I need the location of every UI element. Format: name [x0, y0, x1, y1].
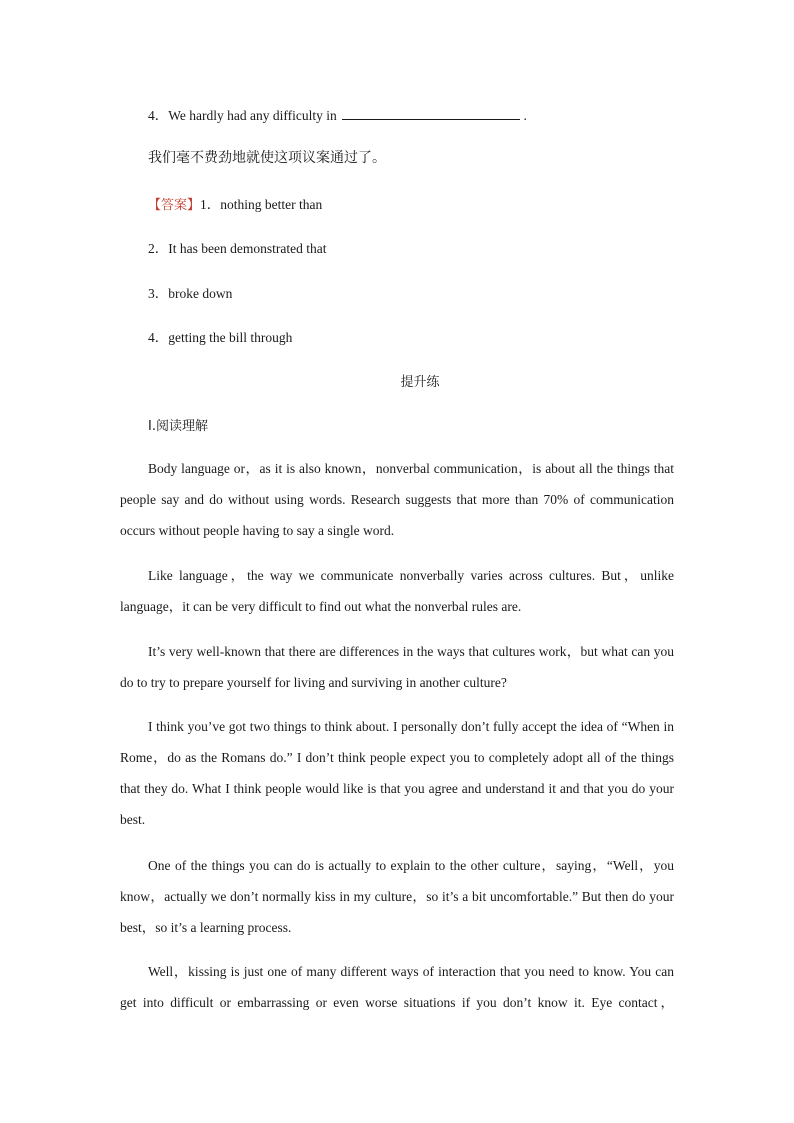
- section-subtitle: Ⅰ.阅读理解: [148, 419, 208, 434]
- passage-paragraph-1: Body language or，as it is also known，nonverbal communication，is about all the things that people say and do without using words. Research suggests that more than 70% of communication occurs without people having to say a single word.: [120, 461, 674, 538]
- passage-paragraph-2: Like language，the way we communicate nonverbally varies across cultures. But，unlike language，it can be very difficult to find out what the nonverbal rules are.: [120, 568, 674, 614]
- answer-item-3: 3．broke down: [148, 286, 233, 301]
- answer-item-1: 1．nothing better than: [200, 197, 323, 212]
- question-4-prefix: 4．We hardly had any difficulty in: [148, 108, 337, 123]
- answer-tag: 【答案】: [148, 198, 201, 213]
- question-4-translation: 我们毫不费劲地就使这项议案通过了。: [148, 150, 386, 166]
- answer-blank: [342, 107, 520, 120]
- exercise-question-4: [148, 104, 527, 124]
- answer-line-1: [148, 193, 322, 213]
- passage-paragraph-3: It’s very well-known that there are differences in the ways that cultures work，but what can you do to try to prepare yourself for living and surviving in another culture?: [120, 644, 674, 690]
- section-title: 提升练: [400, 375, 440, 390]
- passage-paragraph-5: One of the things you can do is actually to explain to the other culture，saying，“Well，you know，actually we don’t normally kiss in my culture，so it’s a bit uncomfortable.” But then do your best，so it’s a learning process.: [120, 858, 674, 935]
- passage-paragraph-6: Well，kissing is just one of many different ways of interaction that you need to know. You can get into difficult or embarrassing or even worse situations if you don’t know it. Eye contact，: [120, 964, 674, 1010]
- passage-paragraph-4: I think you’ve got two things to think about. I personally don’t fully accept the idea of “When in Rome，do as the Romans do.” I don’t think people expect you to completely adopt all of the things that they do. What I think people would like is that you agree and understand it and that you do your best.: [120, 719, 674, 827]
- answer-item-4: 4．getting the bill through: [148, 330, 293, 345]
- question-4-suffix: .: [523, 108, 527, 123]
- answer-item-2: 2．It has been demonstrated that: [148, 241, 327, 256]
